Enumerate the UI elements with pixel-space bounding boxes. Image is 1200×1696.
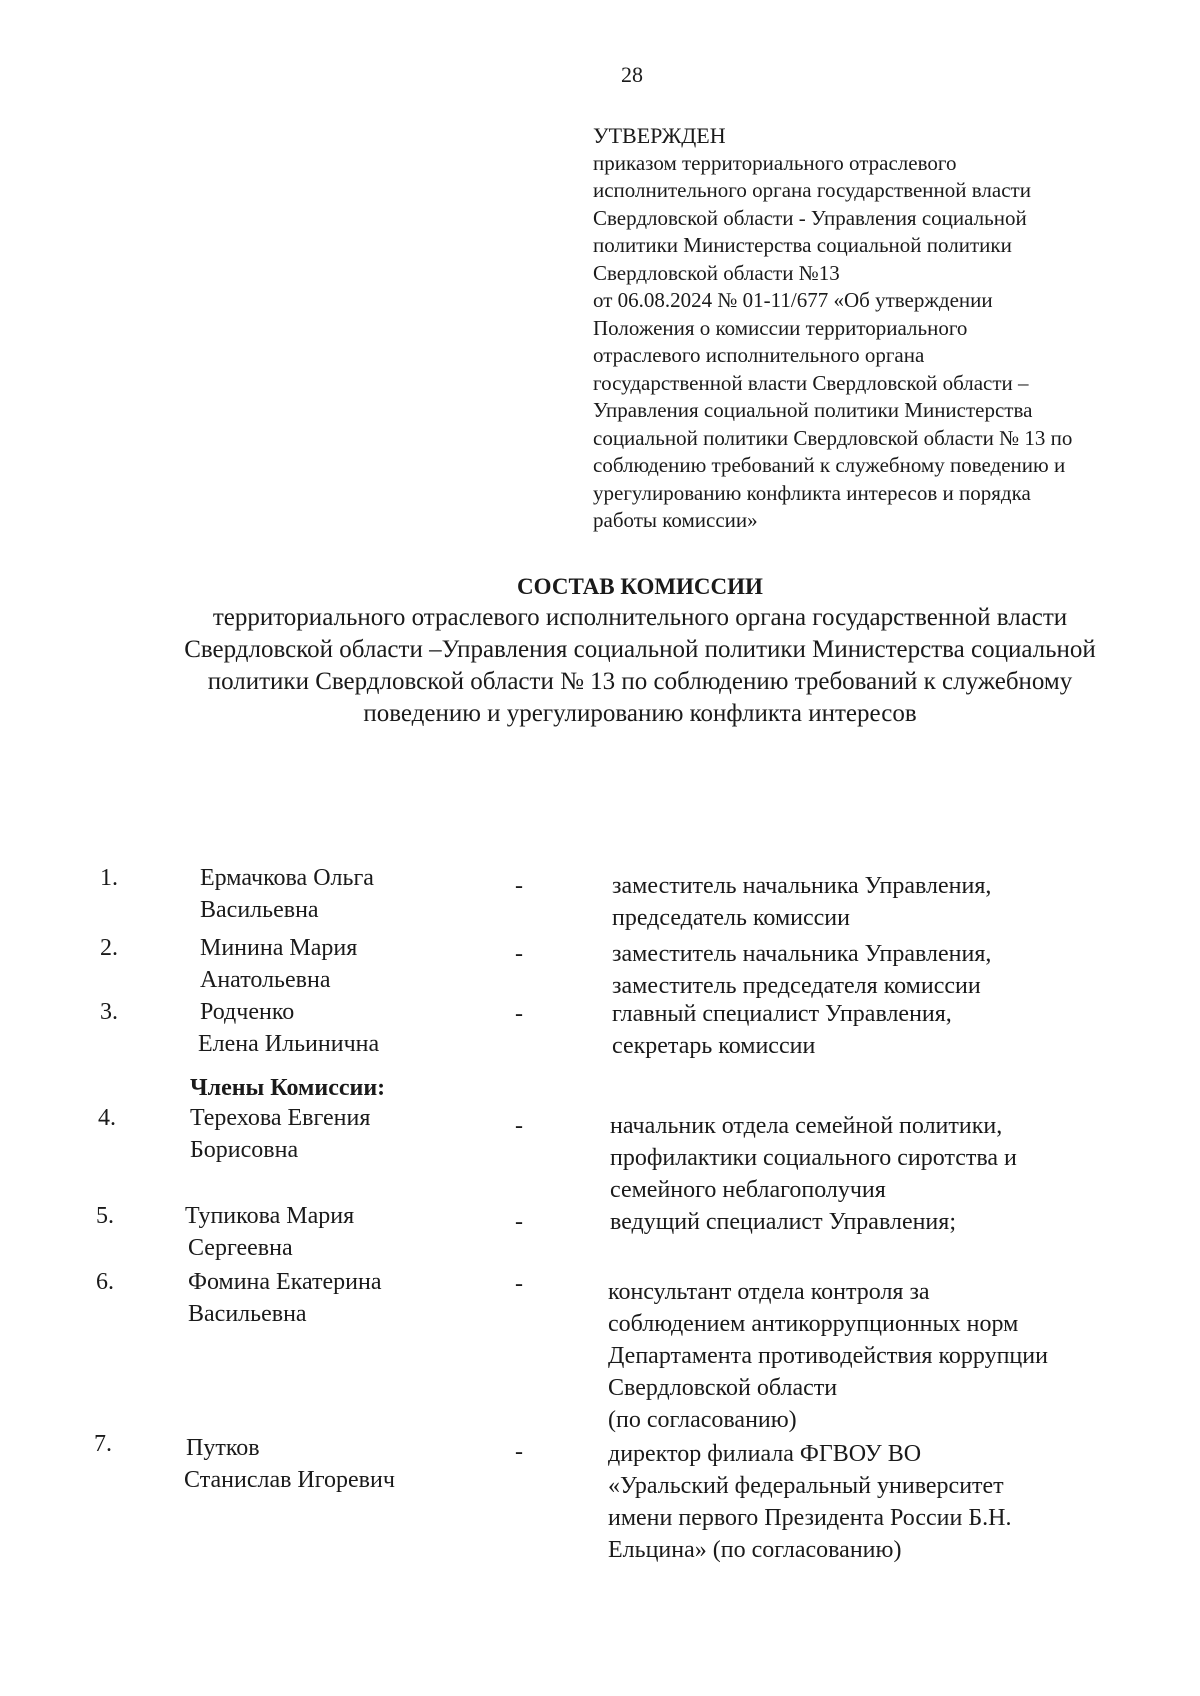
separator-dash: - — [515, 941, 523, 967]
member-name: Елена Ильинична — [198, 1031, 380, 1057]
approval-line: отраслевого исполнительного органа — [593, 343, 925, 367]
member-name: Станислав Игоревич — [184, 1467, 395, 1493]
title-line: политики Свердловской области № 13 по соблюдению требований к служебному — [207, 668, 1073, 695]
separator-dash: - — [515, 873, 523, 899]
member-role: заместитель начальника Управления, — [612, 873, 992, 899]
member-role: директор филиала ФГВОУ ВО — [608, 1441, 922, 1467]
approval-line: государственной власти Свердловской области – — [593, 370, 1029, 395]
separator-dash: - — [515, 1209, 523, 1235]
approval-line: Свердловской области №13 — [593, 260, 840, 285]
approval-block — [593, 122, 1183, 535]
member-number: 5. — [96, 1203, 114, 1229]
approval-line: от 06.08.2024 № 01-11/677 «Об утверждении — [593, 288, 993, 312]
member-role: Департамента противодействия коррупции — [608, 1343, 1048, 1369]
member-role: профилактики социального сиротства и — [610, 1145, 1017, 1171]
member-number: 4. — [98, 1105, 116, 1131]
member-number: 7. — [94, 1431, 112, 1457]
title-line: территориального отраслевого исполнительного органа государственной власти — [212, 604, 1068, 631]
member-role: Ельцина» (по согласованию) — [608, 1537, 902, 1563]
member-role: секретарь комиссии — [612, 1033, 816, 1059]
separator-dash: - — [515, 1271, 523, 1297]
approval-line: Управления социальной политики Министерства — [593, 398, 1033, 422]
member-name: Ермачкова Ольга — [200, 865, 374, 891]
title-line: Свердловской области –Управления социальной политики Министерства социальной — [184, 636, 1096, 663]
document-title — [100, 572, 1180, 730]
members-section-label: Члены Комиссии: — [190, 1075, 386, 1101]
approval-line: исполнительного органа государственной власти — [593, 178, 1031, 202]
member-name: Сергеевна — [188, 1235, 293, 1261]
member-name: Тупикова Мария — [185, 1203, 355, 1229]
member-role: заместитель начальника Управления, — [612, 941, 992, 967]
approval-line: приказом территориального отраслевого — [593, 150, 957, 175]
member-role: «Уральский федеральный университет — [608, 1473, 1004, 1499]
member-role: начальник отдела семейной политики, — [610, 1113, 1003, 1139]
member-role: семейного неблагополучия — [610, 1177, 886, 1203]
member-role: заместитель председателя комиссии — [612, 973, 981, 999]
separator-dash: - — [515, 1001, 523, 1027]
member-number: 6. — [96, 1269, 114, 1295]
member-name: Фомина Екатерина — [188, 1269, 382, 1295]
member-number: 3. — [100, 999, 118, 1025]
approval-line: Свердловской области - Управления социальной — [593, 205, 1027, 230]
approval-line: социальной политики Свердловской области № 13 по — [593, 425, 1073, 450]
approval-line: Положения о комиссии территориального — [593, 315, 968, 340]
separator-dash: - — [515, 1113, 523, 1139]
member-name: Анатольевна — [200, 967, 331, 993]
approval-line: соблюдению требований к служебному поведению и — [593, 453, 1066, 477]
page-number: 28 — [621, 62, 643, 87]
member-name: Терехова Евгения — [190, 1105, 371, 1131]
member-role: главный специалист Управления, — [612, 1001, 952, 1027]
member-role: ведущий специалист Управления; — [610, 1209, 956, 1235]
approval-line: политики Министерства социальной политики — [593, 233, 1012, 257]
member-name: Васильевна — [188, 1301, 307, 1327]
member-name: Путков — [186, 1435, 260, 1461]
member-role: (по согласованию) — [608, 1407, 797, 1433]
member-role: имени первого Президента России Б.Н. — [608, 1505, 1012, 1531]
member-name: Минина Мария — [200, 935, 358, 961]
title-main: СОСТАВ КОМИССИИ — [517, 574, 763, 599]
member-role: консультант отдела контроля за — [608, 1279, 930, 1305]
title-line: поведению и урегулированию конфликта интересов — [363, 700, 917, 727]
approval-line: урегулированию конфликта интересов и порядка — [593, 480, 1031, 505]
member-role: председатель комиссии — [612, 905, 850, 931]
approval-heading: УТВЕРЖДЕН — [593, 123, 726, 148]
member-role: Свердловской области — [608, 1375, 838, 1401]
member-role: соблюдением антикоррупционных норм — [608, 1311, 1019, 1337]
member-name: Борисовна — [190, 1137, 299, 1163]
approval-line: работы комиссии» — [593, 508, 758, 532]
member-number: 2. — [100, 935, 118, 961]
separator-dash: - — [515, 1439, 523, 1465]
member-name: Васильевна — [200, 897, 319, 923]
member-name: Родченко — [200, 999, 295, 1025]
member-number: 1. — [100, 865, 118, 891]
